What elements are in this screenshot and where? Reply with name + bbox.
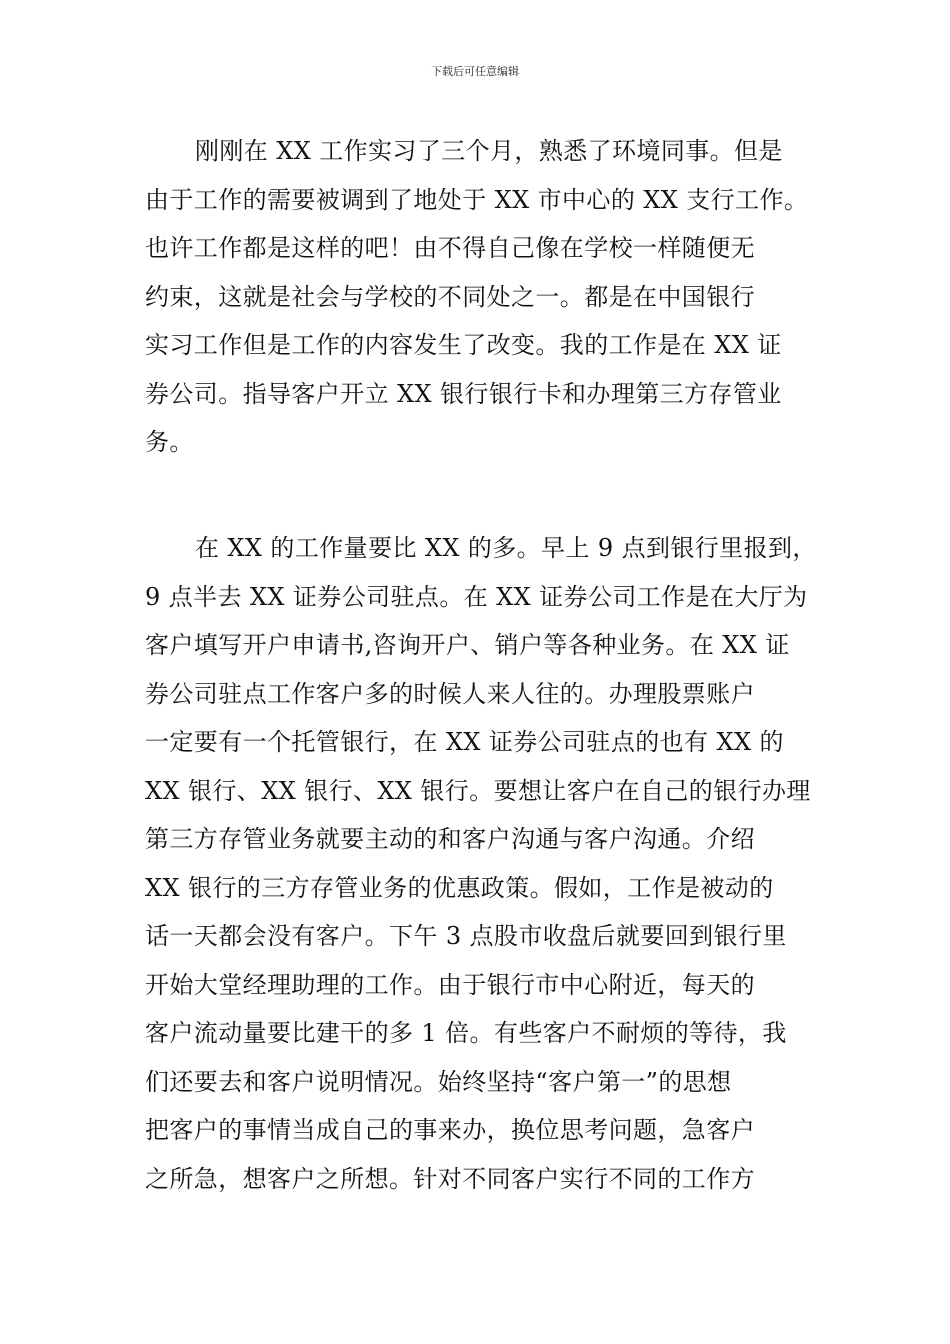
page-header: 下载后可任意编辑 xyxy=(431,65,519,78)
text-line: 券公司驻点工作客户多的时候人来人往的。办理股票账户 xyxy=(145,679,755,708)
paragraph-1 xyxy=(145,127,809,467)
text-line: 客户流动量要比建干的多 1 倍。有些客户不耐烦的等待，我 xyxy=(145,1019,787,1047)
text-line: XX 银行的三方存管业务的优惠政策。假如，工作是被动的 xyxy=(145,873,774,902)
text-line: 客户填写开户申请书,咨询开户、销户等各种业务。在 XX 证 xyxy=(145,631,790,659)
text-line: 9 点半去 XX 证券公司驻点。在 XX 证券公司工作是在大厅为 xyxy=(145,582,808,611)
text-line: 之所急，想客户之所想。针对不同客户实行不同的工作方 xyxy=(145,1164,755,1193)
text-line: 第三方存管业务就要主动的和客户沟通与客户沟通。介绍 xyxy=(145,825,755,853)
text-line: 务。 xyxy=(145,428,194,456)
text-line: 由于工作的需要被调到了地处于 XX 市中心的 XX 支行工作。 xyxy=(145,185,809,214)
text-line: 券公司。指导客户开立 XX 银行银行卡和办理第三方存管业 xyxy=(145,379,782,408)
text-line: 开始大堂经理助理的工作。由于银行市中心附近，每天的 xyxy=(145,970,755,999)
paragraph-2 xyxy=(145,524,817,1203)
paragraph-text xyxy=(145,524,817,1203)
text-line: 们还要去和客户说明情况。始终坚持“客户第一”的思想 xyxy=(145,1067,732,1096)
text-line: 把客户的事情当成自己的事来办，换位思考问题，急客户 xyxy=(145,1116,755,1144)
text-line: 也许工作都是这样的吧！由不得自己像在学校一样随便无 xyxy=(145,234,755,262)
paragraph-text xyxy=(145,127,809,467)
text-line: 一定要有一个托管银行，在 XX 证券公司驻点的也有 XX 的 xyxy=(145,728,784,756)
text-line: XX 银行、XX 银行、XX 银行。要想让客户在自己的银行办理 xyxy=(145,776,811,805)
text-line: 约束，这就是社会与学校的不同处之一。都是在中国银行 xyxy=(145,282,755,311)
text-line: 实习工作但是工作的内容发生了改变。我的工作是在 XX 证 xyxy=(145,331,782,359)
text-line: 在 XX 的工作量要比 XX 的多。早上 9 点到银行里报到， xyxy=(195,534,817,562)
text-line: 话一天都会没有客户。下午 3 点股市收盘后就要回到银行里 xyxy=(145,922,787,950)
text-line: 刚刚在 XX 工作实习了三个月，熟悉了环境同事。但是 xyxy=(195,137,783,165)
